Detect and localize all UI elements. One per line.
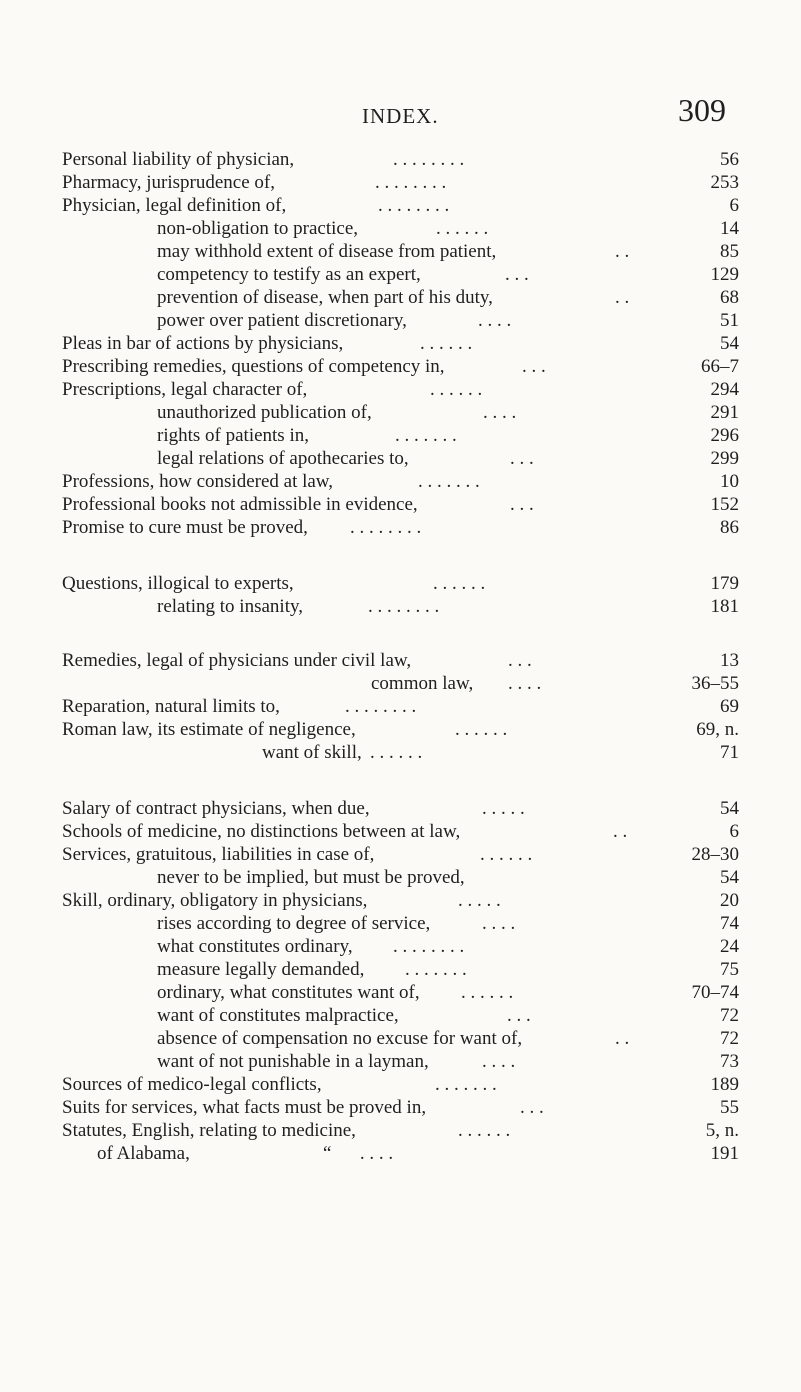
dot-leader: . . . . bbox=[482, 1051, 516, 1072]
page-reference: 71 bbox=[720, 742, 739, 763]
page-reference: 179 bbox=[710, 573, 739, 594]
page-reference: 299 bbox=[710, 448, 739, 469]
dot-leader: . . . . . . bbox=[480, 844, 533, 865]
entry-text: Statutes, English, relating to medicine, bbox=[62, 1120, 356, 1141]
entry-text: never to be implied, but must be proved, bbox=[157, 867, 465, 888]
page-reference: 55 bbox=[720, 1097, 739, 1118]
page-reference: 66–7 bbox=[701, 356, 739, 377]
entry-text: power over patient discretionary, bbox=[157, 310, 407, 331]
entry-text: common law, bbox=[371, 673, 474, 694]
dot-leader: . . . . . . . . bbox=[393, 936, 465, 957]
page-reference: 296 bbox=[710, 425, 739, 446]
dot-leader: . . . . . bbox=[482, 798, 525, 819]
dot-leader: . . . . . . bbox=[455, 719, 508, 740]
page-reference: 189 bbox=[710, 1074, 739, 1095]
page-reference: 51 bbox=[720, 310, 739, 331]
page-reference: 85 bbox=[720, 241, 739, 262]
dot-leader: . . . . . . . . bbox=[368, 596, 440, 617]
entry-text: want of not punishable in a layman, bbox=[157, 1051, 429, 1072]
index-entry bbox=[0, 515, 801, 541]
entry-text: Sources of medico-legal conflicts, bbox=[62, 1074, 322, 1095]
entry-text: Roman law, its estimate of negligence, bbox=[62, 719, 356, 740]
page-reference: 70–74 bbox=[691, 982, 739, 1003]
entry-text: Personal liability of physician, bbox=[62, 149, 295, 170]
page-reference: 69, n. bbox=[696, 719, 739, 740]
dot-leader: . . . bbox=[508, 650, 532, 671]
entry-text: relating to insanity, bbox=[157, 596, 303, 617]
dot-leader: . . . . . . . . bbox=[378, 195, 450, 216]
page-reference: 20 bbox=[720, 890, 739, 911]
dot-leader: . . . . . . bbox=[370, 742, 423, 763]
dot-leader: . . . . bbox=[482, 913, 516, 934]
dot-leader: . . . bbox=[522, 356, 546, 377]
dot-leader: . . . . bbox=[508, 673, 542, 694]
entry-text: Salary of contract physicians, when due, bbox=[62, 798, 370, 819]
index-entry bbox=[0, 594, 801, 620]
page-reference: 6 bbox=[729, 195, 739, 216]
dot-leader: . . . . . . . . bbox=[393, 149, 465, 170]
entry-text: Suits for services, what facts must be proved in, bbox=[62, 1097, 427, 1118]
page-reference: 294 bbox=[710, 379, 739, 400]
dot-leader: . . . bbox=[507, 1005, 531, 1026]
page-reference: 68 bbox=[720, 287, 739, 308]
page-reference: 69 bbox=[720, 696, 739, 717]
dot-leader: . . . . . . bbox=[436, 218, 489, 239]
dot-leader: . . . . . . . . bbox=[375, 172, 447, 193]
entry-text: Prescriptions, legal character of, bbox=[62, 379, 308, 400]
dot-leader: . . . . . . . . bbox=[350, 517, 422, 538]
entry-text: competency to testify as an expert, bbox=[157, 264, 421, 285]
page-reference: 72 bbox=[720, 1005, 739, 1026]
entry-text: Physician, legal definition of, bbox=[62, 195, 287, 216]
page-reference: 181 bbox=[710, 596, 739, 617]
entry-text: Services, gratuitous, liabilities in case of, bbox=[62, 844, 375, 865]
page-reference: 24 bbox=[720, 936, 739, 957]
running-title: INDEX. bbox=[362, 104, 439, 128]
page-reference: 28–30 bbox=[691, 844, 739, 865]
entry-text: want of constitutes malpractice, bbox=[157, 1005, 399, 1026]
entry-text: Reparation, natural limits to, bbox=[62, 696, 280, 717]
page-reference: 74 bbox=[720, 913, 739, 934]
dot-leader: . . . . . . . bbox=[405, 959, 467, 980]
entry-text: Prescribing remedies, questions of competency in, bbox=[62, 356, 445, 377]
dot-leader: . . . . bbox=[478, 310, 512, 331]
dot-leader: . . . . . . . bbox=[395, 425, 457, 446]
page-reference: 5, n. bbox=[705, 1120, 739, 1141]
dot-leader: . . . bbox=[520, 1097, 544, 1118]
dot-leader: . . . . . . bbox=[420, 333, 473, 354]
entry-text: Schools of medicine, no distinctions between at law, bbox=[62, 821, 461, 842]
entry-text: Promise to cure must be proved, bbox=[62, 517, 308, 538]
page-header bbox=[0, 92, 801, 132]
dot-leader: . . bbox=[615, 1028, 630, 1049]
entry-text: may withhold extent of disease from patient, bbox=[157, 241, 497, 262]
entry-text: unauthorized publication of, bbox=[157, 402, 372, 423]
page-reference: 54 bbox=[720, 867, 739, 888]
entry-text: Professions, how considered at law, bbox=[62, 471, 334, 492]
page-reference: 73 bbox=[720, 1051, 739, 1072]
page-reference: 291 bbox=[710, 402, 739, 423]
index-entry bbox=[0, 1141, 801, 1167]
dot-leader: . . bbox=[613, 821, 628, 842]
page-reference: 72 bbox=[720, 1028, 739, 1049]
dot-leader: . . . . . . . . bbox=[345, 696, 417, 717]
entry-text: non-obligation to practice, bbox=[157, 218, 359, 239]
dot-leader: . . . . bbox=[483, 402, 517, 423]
page-reference: 54 bbox=[720, 333, 739, 354]
page-reference: 75 bbox=[720, 959, 739, 980]
dot-leader: . . . . . . bbox=[430, 379, 483, 400]
page-reference: 10 bbox=[720, 471, 739, 492]
index-entry bbox=[0, 740, 801, 766]
entry-text: legal relations of apothecaries to, bbox=[157, 448, 409, 469]
page-reference: 56 bbox=[720, 149, 739, 170]
entry-text: absence of compensation no excuse for want of, bbox=[157, 1028, 523, 1049]
entry-text: rises according to degree of service, bbox=[157, 913, 431, 934]
dot-leader: . . . . . . bbox=[433, 573, 486, 594]
entry-text: ordinary, what constitutes want of, bbox=[157, 982, 420, 1003]
dot-leader: . . . . . . . bbox=[435, 1074, 497, 1095]
dot-leader: . . . . . . bbox=[458, 1120, 511, 1141]
entry-text: Pleas in bar of actions by physicians, bbox=[62, 333, 344, 354]
entry-text: what constitutes ordinary, bbox=[157, 936, 353, 957]
page-reference: 14 bbox=[720, 218, 739, 239]
dot-leader: . . . . . . . bbox=[418, 471, 480, 492]
entry-text: Skill, ordinary, obligatory in physicians, bbox=[62, 890, 368, 911]
page-reference: 152 bbox=[710, 494, 739, 515]
page-reference: 36–55 bbox=[691, 673, 739, 694]
entry-text: of Alabama, bbox=[97, 1143, 190, 1164]
page-reference: 86 bbox=[720, 517, 739, 538]
entry-text: rights of patients in, bbox=[157, 425, 309, 446]
entry-text: measure legally demanded, bbox=[157, 959, 365, 980]
dot-leader: . . . . . . bbox=[461, 982, 514, 1003]
entry-text: prevention of disease, when part of his duty, bbox=[157, 287, 493, 308]
page-reference: 253 bbox=[710, 172, 739, 193]
dot-leader: . . bbox=[615, 241, 630, 262]
entry-text: Pharmacy, jurisprudence of, bbox=[62, 172, 275, 193]
page-reference: 54 bbox=[720, 798, 739, 819]
page-number: 309 bbox=[678, 92, 726, 128]
entry-text: Remedies, legal of physicians under civil law, bbox=[62, 650, 412, 671]
entry-text: Professional books not admissible in evidence, bbox=[62, 494, 418, 515]
entry-text: want of skill, bbox=[262, 742, 362, 763]
dot-leader: . . . bbox=[510, 448, 534, 469]
dot-leader: . . bbox=[615, 287, 630, 308]
entry-text: Questions, illogical to experts, bbox=[62, 573, 294, 594]
page-reference: 129 bbox=[710, 264, 739, 285]
dot-leader: “ . . . . bbox=[323, 1143, 394, 1164]
dot-leader: . . . . . bbox=[458, 890, 501, 911]
dot-leader: . . . bbox=[510, 494, 534, 515]
dot-leader: . . . bbox=[505, 264, 529, 285]
page-reference: 13 bbox=[720, 650, 739, 671]
page-reference: 191 bbox=[710, 1143, 739, 1164]
page-reference: 6 bbox=[729, 821, 739, 842]
